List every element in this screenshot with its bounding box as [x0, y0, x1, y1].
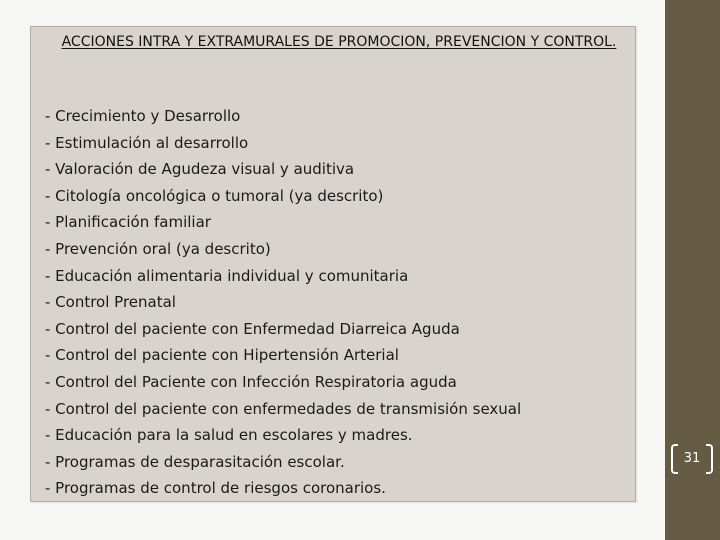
list-item: - Educación alimentaria individual y comunitaria — [45, 266, 409, 285]
list-item: - Estimulación al desarrollo — [45, 133, 249, 152]
page-number-badge — [666, 444, 718, 476]
content-box — [30, 26, 636, 502]
list-item: - Control Prenatal — [45, 293, 176, 312]
list-item: - Control del paciente con Hipertensión Arterial — [45, 346, 399, 365]
page-number: 31 — [683, 451, 701, 466]
list-item: - Control del paciente con Enfermedad Diarreica Aguda — [45, 319, 460, 338]
list-item: - Citología oncológica o tumoral (ya descrito) — [45, 186, 384, 205]
list-item: - Educación para la salud en escolares y madres. — [45, 426, 413, 445]
list-item: - Prevención oral (ya descrito) — [45, 239, 271, 258]
list-item: - Control del paciente con enfermedades de transmisión sexual — [45, 399, 522, 418]
list-item: - Valoración de Agudeza visual y auditiva — [45, 160, 355, 179]
slide-title: ACCIONES INTRA Y EXTRAMURALES DE PROMOCION, PREVENCION Y CONTROL. — [61, 34, 617, 50]
action-list — [45, 103, 521, 502]
list-item: - Programas de desparasitación escolar. — [45, 452, 345, 471]
list-item: - Crecimiento y Desarrollo — [45, 107, 241, 125]
list-item: - Control del Paciente con Infección Respiratoria aguda — [45, 372, 457, 391]
list-item: - Planificación familiar — [45, 213, 211, 232]
list-item: - Programas de control de riesgos coronarios. — [45, 479, 386, 498]
right-bracket-icon — [706, 444, 713, 474]
